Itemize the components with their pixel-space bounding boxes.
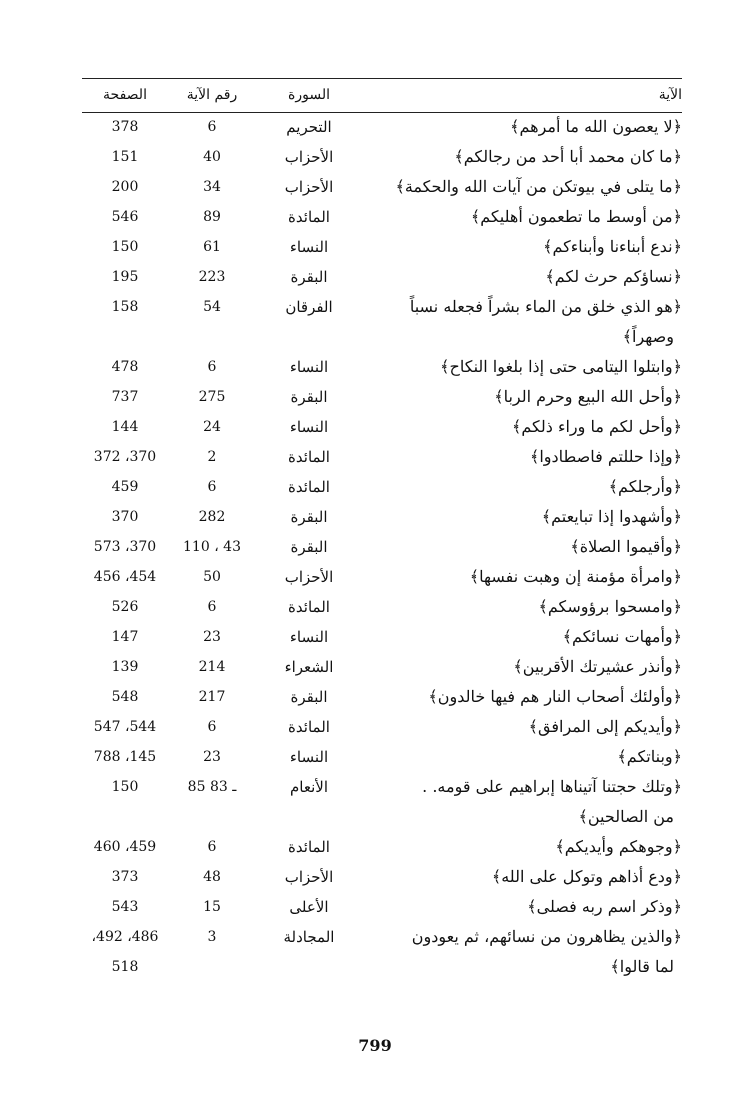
ayah-text	[362, 742, 682, 772]
ayah-line: ﴿وبناتكم﴾	[617, 747, 682, 766]
surah-name: المائدة	[288, 478, 330, 496]
ayah-number: 282	[198, 509, 226, 525]
ayah-line: ﴿وأحل الله البيع وحرم الربا﴾	[494, 387, 682, 406]
ayah-line: ﴿وأرجلكم﴾	[608, 477, 682, 496]
ayah-text	[362, 772, 682, 832]
ayah-line: ﴿وتلك حجتنا آتيناها إبراهيم على قومه. .	[422, 777, 682, 796]
header-surah: السورة	[288, 87, 330, 103]
ayah-line: ﴿وأشهدوا إذا تبايعتم﴾	[541, 507, 682, 526]
page-reference-line: 459	[111, 479, 139, 495]
table-row	[82, 442, 682, 472]
ayah-text	[362, 652, 682, 682]
ayah-line-continued: لما قالوا﴾	[610, 957, 674, 976]
ayah-line: ﴿من أوسط ما تطعمون أهليكم﴾	[470, 207, 682, 226]
ayah-number: 6	[207, 359, 217, 375]
surah-name: الأعلى	[289, 898, 329, 916]
ayah-number: 61	[203, 239, 221, 255]
surah-name: النساء	[289, 238, 329, 256]
ayah-index-table	[82, 78, 682, 982]
ayah-text	[362, 292, 682, 352]
page-reference	[82, 682, 168, 712]
table-row	[82, 142, 682, 172]
ayah-number: 6	[207, 479, 217, 495]
ayah-number: 54	[203, 299, 221, 315]
page-reference-line: 788 ،145	[93, 749, 157, 765]
page-reference	[82, 142, 168, 172]
ayah-number: 50	[203, 569, 221, 585]
ayah-line: ﴿وابتلوا اليتامى حتى إذا بلغوا النكاح﴾	[440, 357, 682, 376]
table-row	[82, 682, 682, 712]
header-ayah-number: رقم الآية	[186, 87, 238, 103]
surah-name: البقرة	[290, 388, 328, 406]
ayah-number: 217	[198, 689, 226, 705]
ayah-text	[362, 682, 682, 712]
surah-name: النساء	[289, 418, 329, 436]
page-reference	[82, 862, 168, 892]
table-row	[82, 592, 682, 622]
ayah-number: 3	[207, 929, 217, 945]
page-reference-line: 370	[111, 509, 139, 525]
page-reference-line: 548	[111, 689, 139, 705]
ayah-text	[362, 502, 682, 532]
ayah-line: ﴿ما كان محمد أبا أحد من رجالكم﴾	[454, 147, 682, 166]
surah-name: النساء	[289, 358, 329, 376]
page-reference	[82, 232, 168, 262]
surah-name: التحريم	[286, 118, 332, 136]
page-reference	[82, 832, 168, 862]
page-reference-line: 456 ،454	[93, 569, 157, 585]
page-reference	[82, 262, 168, 292]
page-reference-line: 543	[111, 899, 139, 915]
ayah-line: ﴿وامرأة مؤمنة إن وهبت نفسها﴾	[469, 567, 682, 586]
ayah-number: 6	[207, 719, 217, 735]
page-reference-line: 478	[111, 359, 139, 375]
page-reference	[82, 622, 168, 652]
surah-name: المائدة	[288, 838, 330, 856]
surah-name: النساء	[289, 748, 329, 766]
ayah-text	[362, 892, 682, 922]
ayah-line: ﴿ودع أذاهم وتوكل على الله﴾	[491, 867, 682, 886]
page-reference	[82, 352, 168, 382]
ayah-number: 110 ، 43	[183, 539, 241, 555]
table-row	[82, 712, 682, 742]
ayah-line: ﴿وأيديكم إلى المرافق﴾	[528, 717, 682, 736]
ayah-text	[362, 832, 682, 862]
page-reference-line-continued: 518	[111, 959, 139, 975]
page-reference	[82, 292, 168, 352]
ayah-number: 34	[203, 179, 221, 195]
surah-name: الفرقان	[285, 298, 333, 316]
ayah-line: ﴿وأحل لكم ما وراء ذلكم﴾	[512, 417, 682, 436]
page-reference	[82, 442, 168, 472]
table-row	[82, 892, 682, 922]
page-reference	[82, 592, 168, 622]
ayah-line: ﴿والذين يظاهرون من نسائهم، ثم يعودون	[411, 927, 682, 946]
ayah-text	[362, 262, 682, 292]
ayah-number: 85 ـ 83	[187, 779, 237, 795]
ayah-line: ﴿وإذا حللتم فاصطادوا﴾	[529, 447, 682, 466]
ayah-number: 24	[203, 419, 221, 435]
ayah-text	[362, 442, 682, 472]
ayah-number: 223	[198, 269, 226, 285]
page-reference-line: 526	[111, 599, 139, 615]
table-row	[82, 472, 682, 502]
page-reference-line: 150	[111, 779, 139, 795]
ayah-text	[362, 142, 682, 172]
table-row	[82, 292, 682, 352]
surah-name: المائدة	[288, 598, 330, 616]
page-reference	[82, 892, 168, 922]
page-reference-line: 151	[111, 149, 139, 165]
ayah-text	[362, 202, 682, 232]
ayah-text	[362, 112, 682, 142]
page-reference	[82, 412, 168, 442]
table-row	[82, 832, 682, 862]
page-reference-line: 546	[111, 209, 139, 225]
ayah-text	[362, 472, 682, 502]
surah-name: النساء	[289, 628, 329, 646]
page-reference-line: 373	[111, 869, 139, 885]
surah-name: البقرة	[290, 508, 328, 526]
ayah-text	[362, 562, 682, 592]
table-row	[82, 622, 682, 652]
table-row	[82, 352, 682, 382]
ayah-line: ﴿وجوهكم وأيديكم﴾	[555, 837, 682, 856]
ayah-number: 214	[198, 659, 226, 675]
ayah-text	[362, 352, 682, 382]
ayah-text	[362, 382, 682, 412]
page-reference-line: 150	[111, 239, 139, 255]
ayah-line: ﴿هو الذي خلق من الماء بشراً فجعله نسباً	[409, 297, 682, 316]
table-row	[82, 382, 682, 412]
ayah-text	[362, 622, 682, 652]
ayah-line: ﴿وذكر اسم ربه فصلى﴾	[527, 897, 682, 916]
surah-name: البقرة	[290, 268, 328, 286]
surah-name: الأحزاب	[284, 148, 334, 166]
page-reference-line: 195	[111, 269, 139, 285]
surah-name: الأنعام	[290, 778, 328, 796]
page-reference	[82, 562, 168, 592]
ayah-number: 40	[203, 149, 221, 165]
table-row	[82, 742, 682, 772]
page-reference	[82, 742, 168, 772]
ayah-line: ﴿وامسحوا برؤوسكم﴾	[538, 597, 682, 616]
page-reference-line: 158	[111, 299, 139, 315]
page-reference	[82, 472, 168, 502]
ayah-number: 23	[203, 749, 221, 765]
page-reference-line: 147	[111, 629, 139, 645]
page-reference-line: 573 ،370	[93, 539, 157, 555]
table-row	[82, 502, 682, 532]
ayah-number: 48	[203, 869, 221, 885]
table-header-row	[82, 78, 682, 112]
ayah-number: 2	[207, 449, 217, 465]
ayah-text	[362, 232, 682, 262]
page-reference-line: 139	[111, 659, 139, 675]
surah-name: المجادلة	[283, 928, 335, 946]
table-row	[82, 862, 682, 892]
ayah-number: 275	[198, 389, 226, 405]
header-ayah: الآية	[658, 87, 682, 103]
ayah-number: 23	[203, 629, 221, 645]
ayah-line-continued: من الصالحين﴾	[578, 807, 674, 826]
ayah-text	[362, 712, 682, 742]
page-reference-line: 737	[111, 389, 139, 405]
surah-name: الأحزاب	[284, 568, 334, 586]
surah-name: المائدة	[288, 718, 330, 736]
page-reference	[82, 532, 168, 562]
ayah-line: ﴿لا يعصون الله ما أمرهم﴾	[510, 117, 682, 136]
table-row	[82, 232, 682, 262]
ayah-line-continued: وصهراً﴾	[622, 327, 674, 346]
page-reference-line: 372 ،370	[93, 449, 157, 465]
page-reference-line: 460 ،459	[93, 839, 157, 855]
page-reference-line: 547 ،544	[93, 719, 157, 735]
page-reference	[82, 772, 168, 832]
page-reference	[82, 502, 168, 532]
surah-name: الأحزاب	[284, 868, 334, 886]
header-page: الصفحة	[103, 87, 147, 103]
ayah-line: ﴿وأنذر عشيرتك الأقربين﴾	[513, 657, 682, 676]
ayah-line: ﴿نساؤكم حرث لكم﴾	[545, 267, 682, 286]
ayah-text	[362, 922, 682, 982]
ayah-text	[362, 532, 682, 562]
surah-name: الأحزاب	[284, 178, 334, 196]
page-reference-line: 378	[111, 119, 139, 135]
table-row	[82, 112, 682, 142]
ayah-line: ﴿وأولئك أصحاب النار هم فيها خالدون﴾	[428, 687, 682, 706]
table-row	[82, 172, 682, 202]
ayah-number: 6	[207, 599, 217, 615]
ayah-text	[362, 412, 682, 442]
page-reference-line: 144	[111, 419, 139, 435]
ayah-number: 15	[203, 899, 221, 915]
table-row	[82, 202, 682, 232]
surah-name: البقرة	[290, 688, 328, 706]
page-reference	[82, 382, 168, 412]
page-reference	[82, 922, 168, 982]
page-reference	[82, 652, 168, 682]
ayah-text	[362, 172, 682, 202]
ayah-line: ﴿ما يتلى في بيوتكن من آيات الله والحكمة﴾	[395, 177, 682, 196]
page-reference-line: ،492 ،486	[91, 929, 159, 945]
page-reference	[82, 112, 168, 142]
surah-name: البقرة	[290, 538, 328, 556]
ayah-text	[362, 592, 682, 622]
page-reference-line: 200	[111, 179, 139, 195]
table-row	[82, 652, 682, 682]
table-row	[82, 922, 682, 982]
page-reference	[82, 202, 168, 232]
index-table-container	[82, 78, 682, 982]
table-row	[82, 262, 682, 292]
table-row	[82, 532, 682, 562]
surah-name: المائدة	[288, 448, 330, 466]
table-row	[82, 562, 682, 592]
ayah-text	[362, 862, 682, 892]
page-reference	[82, 172, 168, 202]
ayah-line: ﴿وأمهات نسائكم﴾	[562, 627, 682, 646]
ayah-line: ﴿وأقيموا الصلاة﴾	[570, 537, 682, 556]
ayah-number: 6	[207, 119, 217, 135]
ayah-number: 6	[207, 839, 217, 855]
ayah-number: 89	[203, 209, 221, 225]
surah-name: الشعراء	[284, 658, 334, 676]
ayah-line: ﴿ندع أبناءنا وأبناءكم﴾	[543, 237, 682, 256]
table-row	[82, 412, 682, 442]
page-reference	[82, 712, 168, 742]
table-row	[82, 772, 682, 832]
surah-name: المائدة	[288, 208, 330, 226]
page-number: 799	[358, 1036, 392, 1055]
